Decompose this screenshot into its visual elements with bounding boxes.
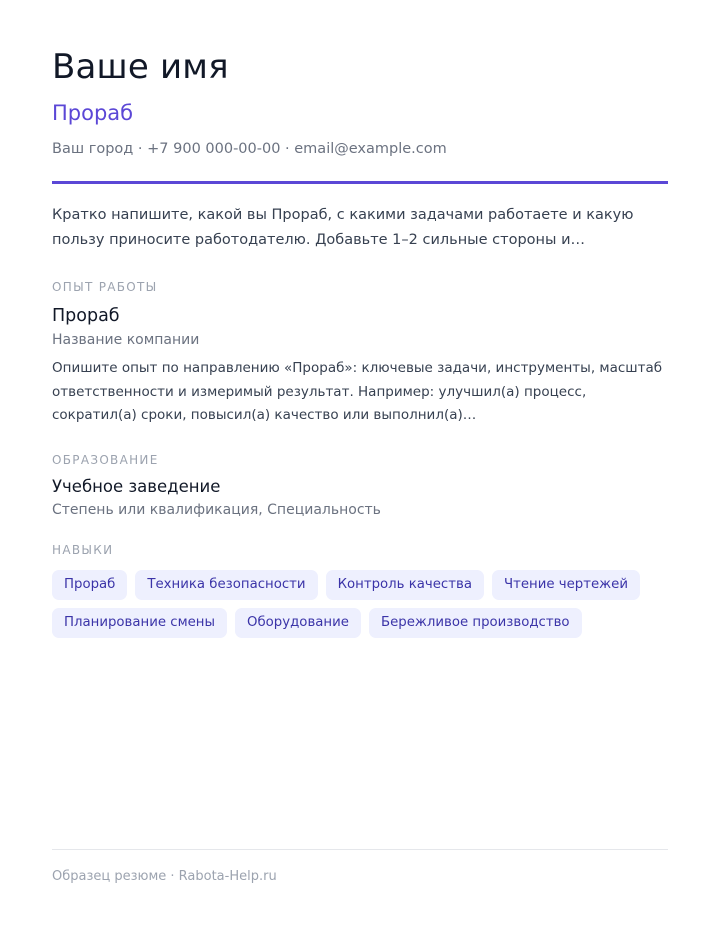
header-divider xyxy=(52,181,668,184)
candidate-name: Ваше имя xyxy=(52,47,229,87)
footer-divider xyxy=(52,849,668,850)
skill-chip: Планирование смены xyxy=(52,608,227,638)
education-section-title: ОБРАЗОВАНИЕ xyxy=(52,453,159,467)
contact-line: Ваш город · +7 900 000-00-00 · email@example.com xyxy=(52,141,447,157)
footer-text: Образец резюме · Rabota-Help.ru xyxy=(52,869,277,884)
skill-chip: Бережливое производство xyxy=(369,608,582,638)
summary-text: Кратко напишите, какой вы Прораб, с какими задачами работаете и какую пользу приносите работодателю. Добавьте 1–2 сильные стороны и… xyxy=(52,207,634,248)
education-degree: Степень или квалификация, Специальность xyxy=(52,502,381,518)
skill-chip: Чтение чертежей xyxy=(492,570,640,600)
skill-chip: Контроль качества xyxy=(326,570,484,600)
candidate-role: Прораб xyxy=(52,101,134,125)
job-description: Опишите опыт по направлению «Прораб»: ключевые задачи, инструменты, масштаб ответственности и измеримый результат. Например: улучшил(а) процесс, сократил(а) сроки, повысил(а) качество или выполнил(а)… xyxy=(52,360,663,423)
education-school: Учебное заведение xyxy=(52,477,221,496)
skill-chip: Прораб xyxy=(52,570,127,600)
skills-list xyxy=(52,570,668,638)
skill-chip: Оборудование xyxy=(235,608,361,638)
job-title: Прораб xyxy=(52,306,120,326)
skill-chip: Техника безопасности xyxy=(135,570,317,600)
skills-section-title: НАВЫКИ xyxy=(52,543,114,557)
experience-section-title: ОПЫТ РАБОТЫ xyxy=(52,280,158,294)
company-name: Название компании xyxy=(52,332,200,348)
